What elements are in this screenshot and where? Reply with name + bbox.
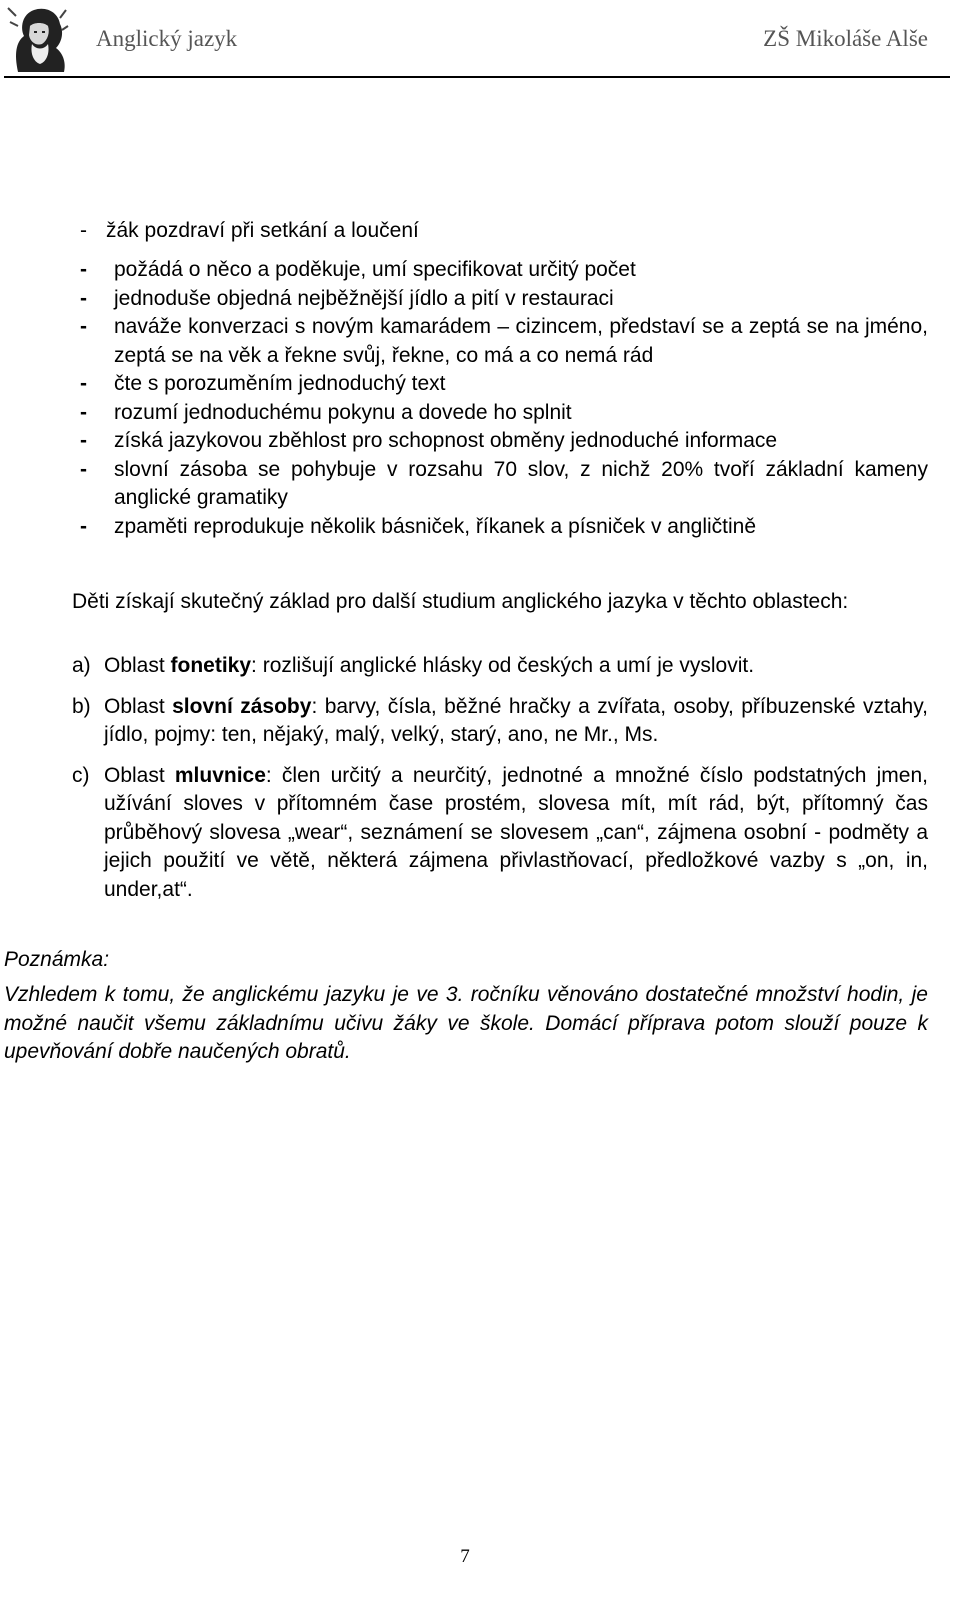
intro-text: Děti získají skutečný základ pro další studium anglického jazyka v těchto oblastech: [72,590,849,613]
header-subject-title: Anglický jazyk [96,26,238,51]
list-item-text: zpaměti reprodukuje několik básniček, říkanek a písniček v angličtině [114,514,757,538]
area-name: fonetiky [170,654,252,677]
list-dash: - [80,315,87,338]
list-dash: - [80,514,87,538]
page-number: 7 [460,1546,470,1567]
note-title: Poznámka: [4,948,110,971]
list-dash: - [80,286,87,310]
list-item-text: slovní zásoba se pohybuje v rozsahu 70 slov, z nichž 20% tvoří základní kameny anglické gramatiky [114,457,928,509]
note-text: Vzhledem k tomu, že anglickému jazyku je ve 3. ročníku věnováno dostatečné množství hodin, je možné naučit všemu základnímu učivu žáky ve škole. Domácí příprava potom slouží pouze k upevňování dobře naučených obratů. [4,983,928,1063]
list-dash: - [80,429,87,452]
list-item-text: naváže konverzaci s novým kamarádem – cizincem, představí se a zeptá se na jméno, zeptá se na věk a řekne svůj, řekne, co má a co nemá rád [114,315,928,367]
area-item-grammar [72,762,928,905]
list-item [80,285,928,314]
list-dash: - [80,219,87,242]
list-item [80,313,928,370]
area-description: : rozlišují anglické hlásky od českých a umí je vyslovit. [251,654,755,677]
list-item-text: žák pozdraví při setkání a loučení [106,219,419,242]
list-item [80,256,928,285]
intro-paragraph [4,588,928,617]
list-item [80,427,928,456]
list-item [80,370,928,399]
area-prefix: Oblast [104,694,173,718]
list-item-text: jednoduše objedná nejběžnější jídlo a pití v restauraci [114,286,614,310]
list-item [80,399,928,428]
list-item-text: čte s porozuměním jednoduchý text [114,372,446,395]
area-description: : člen určitý a neurčitý, jednotné a množné číslo podstatných jmen, užívání sloves v přítomném čase prostém, slovesa mít, mít rád, být, přítomný čas průběhový slovesa „wear“, seznámení se slovesem „can“, zájmena osobní - podměty a jejich použití ve větě, některá zájmena přivlastňovací, předložkové vazby s „on, in, under,at“. [104,763,928,901]
area-name: slovní zásoby [172,694,312,718]
list-dash: - [80,372,87,395]
list-dash: - [80,457,87,481]
area-marker: a) [72,654,91,677]
list-dash: - [80,258,87,281]
first-list-item [80,217,419,246]
area-prefix: Oblast [104,654,171,677]
list-item [80,456,928,513]
list-item-text: rozumí jednoduchému pokynu a dovede ho splnit [114,400,572,424]
list-item-text: požádá o něco a poděkuje, umí specifikovat určitý počet [114,258,636,281]
list-dash: - [80,400,87,424]
list-item-text: získá jazykovou zběhlost pro schopnost obměny jednoduché informace [114,429,778,452]
header-school-title: ZŠ Mikoláše Alše [763,26,928,51]
portrait-logo-icon [4,2,74,74]
area-marker: b) [72,694,91,718]
page-header [4,0,950,78]
area-name: mluvnice [174,763,266,787]
skills-list [80,256,928,541]
area-item-phonetics [72,652,928,681]
area-item-vocabulary [72,693,928,750]
list-item [80,513,928,542]
area-description: : barvy, čísla, běžné hračky a zvířata, osoby, příbuzenské vztahy, jídlo, pojmy: ten, nějaký, malý, velký, starý, ano, ne Mr., Ms. [104,694,929,746]
area-marker: c) [72,763,90,787]
areas-list [72,652,928,916]
area-prefix: Oblast [104,763,175,787]
